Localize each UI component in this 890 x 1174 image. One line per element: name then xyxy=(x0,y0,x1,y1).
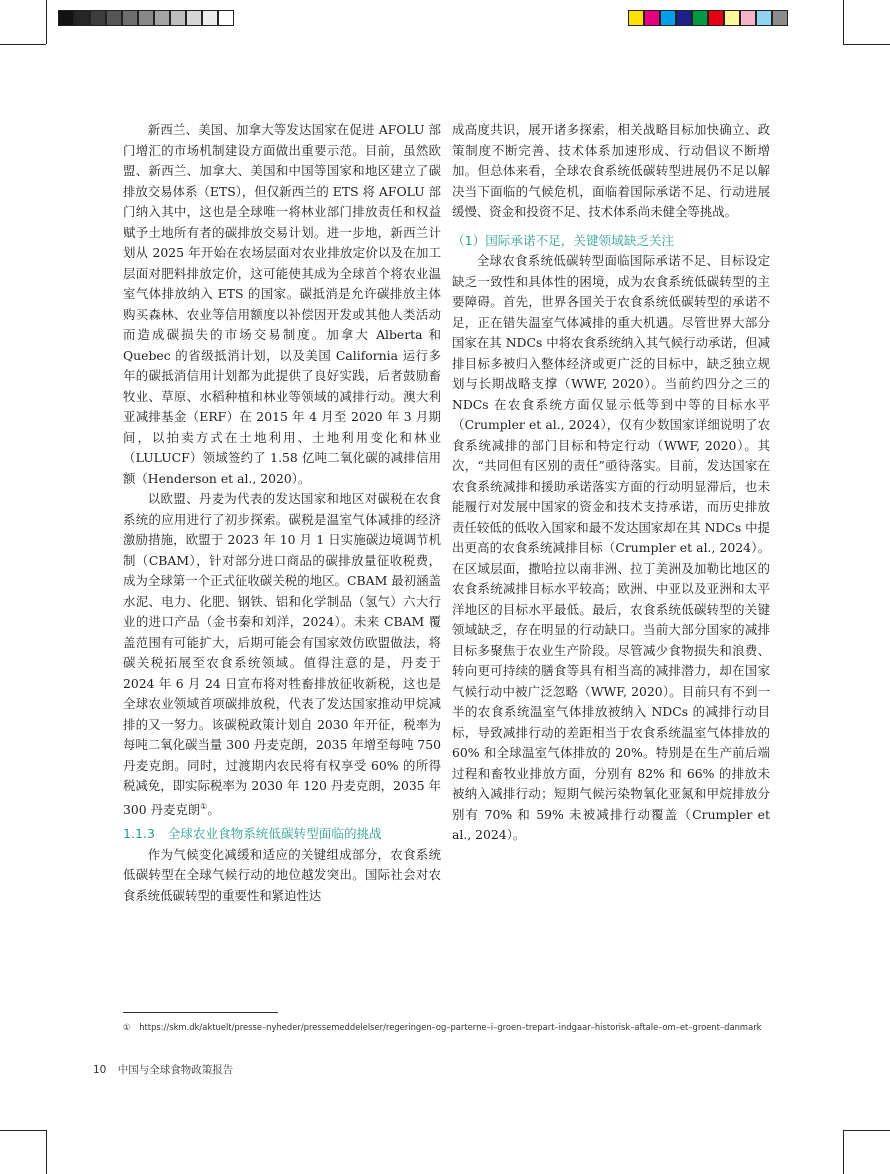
color-swatch xyxy=(660,10,676,26)
footnote-ref: ① xyxy=(200,801,208,811)
paragraph-text: 以欧盟、丹麦为代表的发达国家和地区对碳税在农食系统的应用进行了初步探索。碳税是温室气体减排的经济激励措施，欧盟于 2023 年 10 月 1 日实施碳边境调节机制（CBAM），针对部分进口商品的碳排放量征收税费，成为全球第一个正式征收碳关税的地区。CBAM 最初涵盖水泥、电力、化肥、钢铁、铝和化学制品（氢气）六大行业的进口产品（金书秦和刘洋，2024）。未来 CBAM 覆盖范围有可能扩大，后期可能会有国家效仿欧盟做法，将碳关税拓展至农食系统领域。值得注意的是，丹麦于 2024 年 6 月 24 日宣布将对牲畜排放征收新税，这也是全球农业领域首项碳排放税，代表了发达国家推动甲烷减排的又一努力。该碳税政策计划自 2030 年开征，税率为每吨二氧化碳当量 300 丹麦克朗，2035 年增至每吨 750 丹麦克朗。同时，过渡期内农民将有权享受 60% 的所得税减免，即实际税率为 2030 年 120 丹麦克朗，2035 年 300 丹麦克朗 xyxy=(123,491,441,817)
footnote-url[interactable]: https://skm.dk/aktuelt/presse–nyheder/pressemeddelelser/regeringen–og–parterne–i–groen–trepart–indgaar–historisk–aftale–om–et–groent–danmark xyxy=(139,1022,762,1032)
color-swatch xyxy=(74,10,90,26)
color-swatch xyxy=(676,10,692,26)
color-swatch xyxy=(218,10,234,26)
cmyk-color-bar xyxy=(628,10,788,27)
color-swatch xyxy=(644,10,660,26)
color-swatch xyxy=(90,10,106,26)
crop-mark-bl-h xyxy=(0,1130,46,1131)
color-swatch xyxy=(170,10,186,26)
crop-mark-tl-v xyxy=(46,0,47,44)
footnote-rule xyxy=(123,1012,278,1013)
crop-mark-bl-v xyxy=(46,1130,47,1174)
color-swatch xyxy=(186,10,202,26)
color-swatch xyxy=(202,10,218,26)
color-swatch xyxy=(138,10,154,26)
paragraph: 成高度共识，展开诸多探索，相关战略目标加快确立、政策制度不断完善、技术体系加速形成、行动倡议不断增加。但总体来看，全球农食系统低碳转型进展仍不足以解决当下面临的气候危机，面临着国际承诺不足、行动进展缓慢、资金和投资不足、技术体系尚未健全等挑战。 xyxy=(452,122,770,219)
color-swatch xyxy=(772,10,788,26)
footnote xyxy=(123,1020,773,1034)
section-heading: 1.1.3 全球农业食物系统低碳转型面临的挑战 xyxy=(123,826,382,842)
color-swatch xyxy=(724,10,740,26)
crop-mark-br-v xyxy=(843,1130,844,1174)
color-swatch xyxy=(154,10,170,26)
crop-mark-tr-h xyxy=(843,44,890,45)
color-swatch xyxy=(756,10,772,26)
color-swatch xyxy=(692,10,708,26)
color-swatch xyxy=(122,10,138,26)
crop-mark-br-h xyxy=(843,1130,890,1131)
color-swatch xyxy=(740,10,756,26)
color-swatch xyxy=(628,10,644,26)
page-footer xyxy=(93,1062,233,1077)
color-swatch xyxy=(708,10,724,26)
paragraph: 全球农食系统低碳转型面临国际承诺不足、目标设定缺乏一致性和具体性的困境，成为农食系统低碳转型的主要障碍。首先，世界各国关于农食系统低碳转型的承诺不足，正在错失温室气体减排的重大机遇。尽管世界大部分国家在其 NDCs 中将农食系统纳入其气候行动承诺，但减排目标多被归入整体经济或更广泛的目标中，缺乏独立规划与长期战略支撑（WWF, 2020）。当前约四分之三的 NDCs 在农食系统方面仅显示低等到中等的目标水平（Crumpler et al., 2024），仅有少数国家详细说明了农食系统减排的部门目标和特定行动（WWF, 2020）。其次，“共同但有区别的责任”亟待落实。目前，发达国家在农食系统减排和援助承诺落实方面的行动明显滞后，也未能履行对发展中国家的资金和技术支持承诺，而历史排放责任较低的低收入国家和最不发达国家却在其 NDCs 中提出更高的农食系统减排目标（Crumpler et al., 2024）。在区域层面，撒哈拉以南非洲、拉丁美洲及加勒比地区的农食系统减排目标水平较高；欧洲、中亚以及亚洲和太平洋地区的目标水平最低。最后，农食系统低碳转型的关键领域缺乏，存在明显的行动缺口。当前大部分国家的减排目标多聚焦于农业生产阶段。尽管减少食物损失和浪费、转向更可持续的膳食等具有相当高的减排潜力，却在国家气候行动中被广泛忽略（WWF, 2020）。目前只有不到一半的农食系统温室气体排放被纳入 NDCs 的减排行动目标，导致减排行动的差距相当于农食系统温室气体排放的 60% 和全球温室气体排放的 20%。特别是在生产前后端过程和畜牧业排放方面，分别有 82% 和 66% 的排放未被纳入减排行动；短期气候污染物氧化亚氮和甲烷排放分别有 70% 和 59% 未被减排行动覆盖（Crumpler et al., 2024）。 xyxy=(452,253,770,842)
footnote-marker: ① xyxy=(123,1022,131,1032)
gray-color-bar xyxy=(58,10,234,27)
crop-mark-tl-h xyxy=(0,44,46,45)
color-swatch xyxy=(58,10,74,26)
paragraph-end: 。 xyxy=(207,801,220,817)
crop-mark-tr-v xyxy=(843,0,844,44)
paragraph: 作为气候变化减缓和适应的关键组成部分，农食系统低碳转型在全球气候行动的地位越发突出。国际社会对农食系统低碳转型的重要性和紧迫性达 xyxy=(123,846,441,903)
left-column xyxy=(123,120,441,906)
subsection-heading: （1）国际承诺不足，关键领域缺乏关注 xyxy=(452,232,675,248)
paragraph xyxy=(123,489,441,820)
report-title: 中国与全球食物政策报告 xyxy=(117,1064,234,1076)
paragraph: 新西兰、美国、加拿大等发达国家在促进 AFOLU 部门增汇的市场机制建设方面做出重要示范。目前，虽然欧盟、新西兰、加拿大、美国和中国等国家和地区建立了碳排放交易体系（ETS），但仅新西兰的 ETS 将 AFOLU 部门纳入其中，这也是全球唯一将林业部门排放责任和权益赋予土地所有者的碳排放交易计划。进一步地，新西兰计划从 2025 年开始在农场层面对农业排放定价以及在加工层面对肥料排放定价，这可能使其成为全球首个将农业温室气体排放纳入 ETS 的国家。碳抵消是允许碳排放主体购买森林、农业等信用额度以补偿因开发或其他人类活动而造成碳损失的市场交易制度。加拿大 Alberta 和 Quebec 的省级抵消计划，以及美国 California 运行多年的碳抵消信用计划都为此提供了良好实践，后者鼓励畜牧业、草原、水稻种植和林业等领域的减排行动。澳大利亚减排基金（ERF）在 2015 年 4 月至 2020 年 3 月期间，以拍卖方式在土地利用、土地利用变化和林业（LULUCF）领域签约了 1.58 亿吨二氧化碳的减排信用额（Henderson et al., 2020）。 xyxy=(123,122,441,486)
color-swatch xyxy=(106,10,122,26)
page-number: 10 xyxy=(93,1064,107,1076)
right-column xyxy=(452,120,770,846)
